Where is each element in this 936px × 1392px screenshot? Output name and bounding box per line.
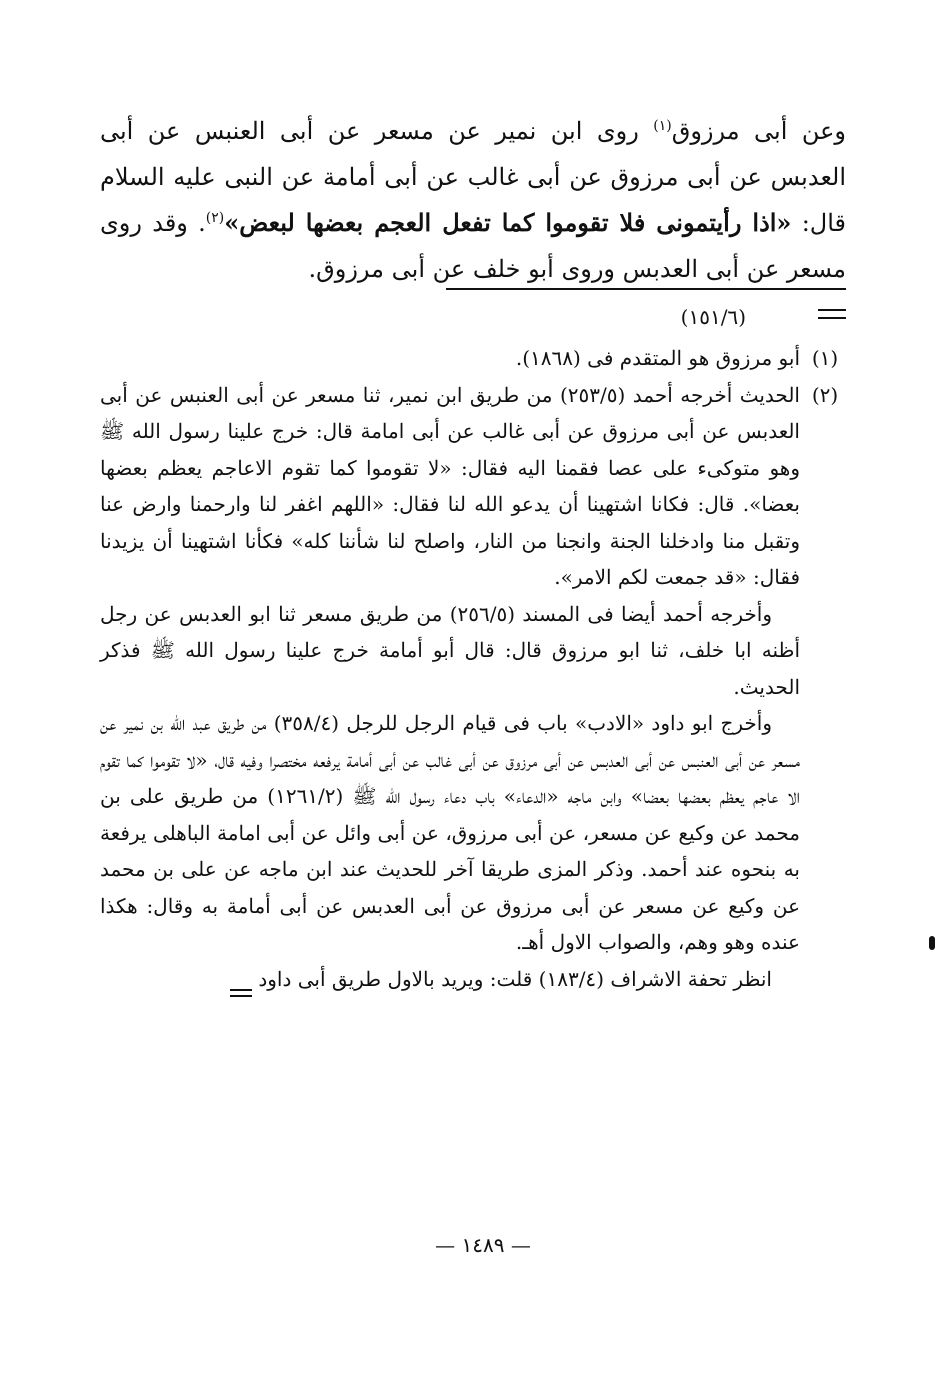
footnote-ref-1: (١)	[653, 118, 672, 134]
scan-edge-mark	[929, 936, 935, 950]
footnote-2	[100, 377, 850, 596]
footnote-2-paragraph-1: الحديث أخرجه أحمد (٢٥٣/٥) من طريق ابن نمير، ثنا مسعر عن أبى العنبس عن أبى العدبس عن أبى مرزوق عن أبى غالب عن أبى امامة قال: خرج علينا رسول الله ﷺ وهو متوكىء على عصا فقمنا اليه فقال: «لا تقوموا كما تقوم الاعاجم يعظم بعضها بعضا». قال: فكانا اشتهينا أن يدعو الله لنا فقال: «اللهم اغفر لنا وارحمنا وارض عنا وتقبل منا وادخلنا الجنة وانجنا من النار، واصلح لنا شأننا كله» فكأنا اشتهينا أن يزيدنا فقال: «قد جمعت لكم الامر».	[100, 382, 800, 589]
footnote-1-text: أبو مرزوق هو المتقدم فى (١٨٦٨).	[515, 346, 800, 370]
main-text	[100, 108, 846, 292]
footnote-2-paragraph-4-text: انظر تحفة الاشراف (١٨٣/٤) قلت: ويريد بالاول طريق أبى داود	[258, 966, 772, 991]
footnote-1-number: (١)	[811, 346, 839, 370]
footnote-separator	[446, 288, 846, 290]
footnote-2-paragraph-3: وأخرج ابو داود «الادب» باب فى قيام الرجل للرجل (٣٥٨/٤) من طريق عبد الله بن نمير عن مسعر عن أبى العنبس عن أبى العدبس عن أبى مرزوق عن أبى غالب عن أبى أمامة يرفعه مختصرا وفيه قال، «لا تقوموا كما تقوم الا عاجم يعظم بعضها بعضا» وابن ماجه «الدعاء» باب دعاء رسول الله ﷺ (١٢٦١/٢) من طريق على بن محمد عن وكيع عن مسعر، عن أبى مرزوق، عن أبى وائل عن أبى امامة الباهلى يرفعة به بنحوه عند أحمد. وذكر المزى طريقا آخر للحديث عند ابن ماجه عن على بن محمد عن وكيع عن مسعر عن أبى مرزوق عن أبى العدبس عن أبى أمامة به وقال: هكذا عنده وهو وهم، والصواب الاول أهـ.	[100, 711, 800, 954]
footnote-2-paragraph-2: وأخرجه أحمد أيضا فى المسند (٢٥٦/٥) من طريق مسعر ثنا ابو العدبس عن رجل أظنه ابا خلف، ثنا ابو مرزوق قال: قال أبو أمامة خرج علينا رسول الله ﷺ فذكر الحديث.	[100, 601, 800, 699]
main-text-part-1: وعن أبى مرزوق	[671, 117, 847, 145]
footnote-2-continuation	[100, 596, 850, 998]
footnote-1	[100, 340, 850, 377]
continuation-mark-bottom	[230, 989, 252, 997]
footnote-2-number: (٢)	[811, 382, 839, 407]
hadith-quote: «اذا رأيتمونى فلا تقوموا كما تفعل العجم بعضها لبعض»	[224, 208, 792, 237]
footnote-2-continued-body	[100, 596, 800, 998]
main-text-part-2: روى ابن نمير عن مسعر عن أبى العنبس عن أبى العدبس عن أبى مرزوق عن أبى غالب عن أبى أمامة عن النبى عليه السلام قال:	[100, 117, 847, 237]
footnotes	[100, 340, 850, 997]
continuation-mark	[818, 309, 846, 319]
page-number: — ١٤٨٩ —	[435, 1233, 531, 1257]
footnote-2-body	[100, 377, 800, 596]
footnote-continuation-ref: (١٥١/٦)	[680, 305, 746, 329]
main-text-part-3: . وقد روى مسعر عن أبى العدبس وروى أبو خلف عن أبى مرزوق.	[100, 209, 846, 283]
footnote-2-paragraph-4	[100, 961, 800, 998]
footnote-ref-2: (٢)	[205, 210, 225, 226]
